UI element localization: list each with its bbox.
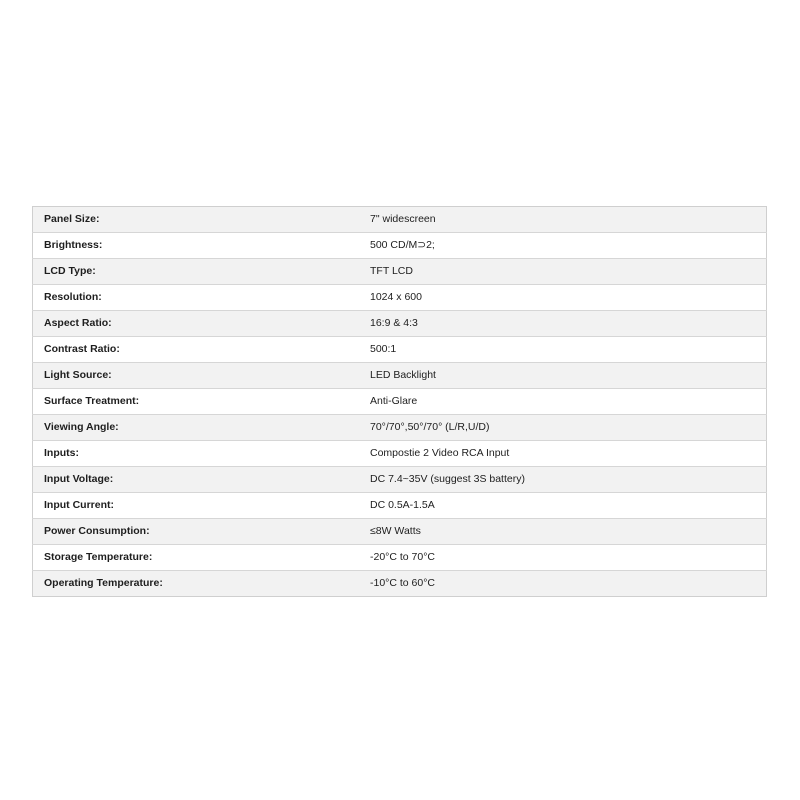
spec-label: Power Consumption: [33,519,360,545]
spec-value: 1024 x 600 [359,285,767,311]
spec-value: ≤8W Watts [359,519,767,545]
spec-label: Brightness: [33,233,360,259]
spec-value: 70°/70°,50°/70° (L/R,U/D) [359,415,767,441]
table-row [33,441,767,467]
spec-label: Panel Size: [33,207,360,233]
spec-label: Surface Treatment: [33,389,360,415]
spec-value: 500:1 [359,337,767,363]
spec-label: Input Current: [33,493,360,519]
spec-label: Input Voltage: [33,467,360,493]
table-row [33,311,767,337]
spec-value: -20°C to 70°C [359,545,767,571]
table-row [33,285,767,311]
table-row [33,467,767,493]
spec-value: DC 7.4~35V (suggest 3S battery) [359,467,767,493]
table-row [33,259,767,285]
spec-value: 16:9 & 4:3 [359,311,767,337]
spec-value: DC 0.5A-1.5A [359,493,767,519]
spec-label: LCD Type: [33,259,360,285]
spec-value: Anti-Glare [359,389,767,415]
table-row [33,363,767,389]
table-row [33,571,767,597]
spec-label: Contrast Ratio: [33,337,360,363]
table-row [33,207,767,233]
spec-label: Viewing Angle: [33,415,360,441]
table-row [33,493,767,519]
table-row [33,519,767,545]
spec-label: Light Source: [33,363,360,389]
spec-label: Storage Temperature: [33,545,360,571]
table-row [33,415,767,441]
spec-value: -10°C to 60°C [359,571,767,597]
table-row [33,389,767,415]
table-row [33,337,767,363]
table-row [33,233,767,259]
spec-label: Operating Temperature: [33,571,360,597]
table-row [33,545,767,571]
spec-value: Compostie 2 Video RCA Input [359,441,767,467]
spec-label: Aspect Ratio: [33,311,360,337]
spec-value: 7" widescreen [359,207,767,233]
spec-label: Resolution: [33,285,360,311]
spec-value: LED Backlight [359,363,767,389]
specifications-table [32,206,767,597]
spec-label: Inputs: [33,441,360,467]
spec-value: 500 CD/M⊃2; [359,233,767,259]
spec-value: TFT LCD [359,259,767,285]
